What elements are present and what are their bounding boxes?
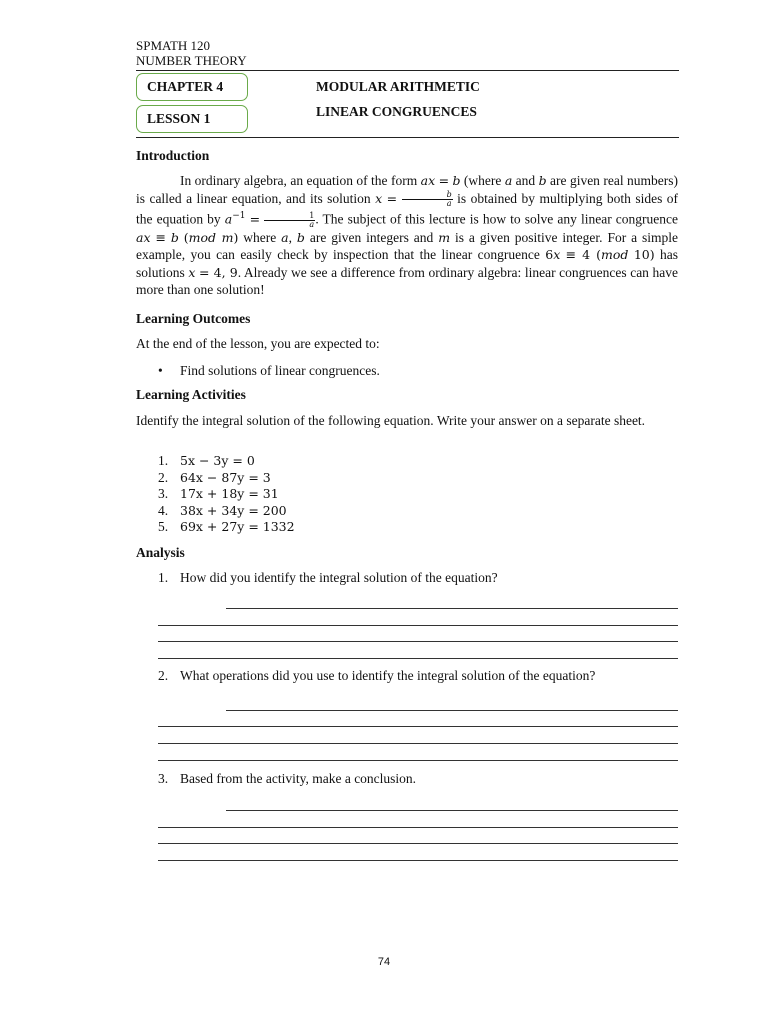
fraction-b-over-a: $\frac{b}{a}$ xyxy=(402,191,453,208)
answer-line[interactable] xyxy=(158,827,678,828)
outcomes-heading: Learning Outcomes xyxy=(136,311,251,326)
introduction-heading: Introduction xyxy=(136,148,210,163)
analysis-question-1: 1. How did you identify the integral solution of the equation? xyxy=(158,570,498,585)
answer-line[interactable] xyxy=(158,760,678,761)
chapter-label: CHAPTER 4 xyxy=(147,79,224,94)
page-number: 74 xyxy=(377,956,391,968)
answer-line[interactable] xyxy=(158,658,678,659)
analysis-question-3: 3. Based from the activity, make a conclusion. xyxy=(158,771,417,786)
introduction-paragraph: In ordinary algebra, an equation of the form ax = b (where a and b are given real numbers) is called a linear equation, and its solution x = $\frac{b}{a}$ is obtained by multiplying both sides of the equation by $a^{-1}$ = $\frac{1}{a}$ . The subject of this lecture is how to solve any linear congruence ax ≡ b (mod m) where a, b are given integers and m is a given positive integer. For a simple example, you can easily check by inspection that the linear congruence 6x ≡ 4 (mod 10) has solutions x = 4, 9. Already we see a difference from ordinary algebra: linear congruences can have more than one solution! xyxy=(136,173,679,298)
answer-line[interactable] xyxy=(158,860,678,861)
lesson-box xyxy=(136,105,248,133)
answer-line[interactable] xyxy=(158,743,678,744)
header-bottom-rule xyxy=(136,137,679,138)
analysis-heading: Analysis xyxy=(136,545,185,560)
course-header xyxy=(136,38,247,68)
equation-list xyxy=(158,453,295,536)
answer-line[interactable] xyxy=(226,810,678,811)
activities-instruction: Identify the integral solution of the following equation. Write your answer on a separate sheet. xyxy=(136,413,646,428)
course-name: NUMBER THEORY xyxy=(136,53,247,68)
chapter-box xyxy=(136,73,248,101)
analysis-question-2: 2. What operations did you use to identify the integral solution of the equation? xyxy=(158,668,596,683)
answer-line[interactable] xyxy=(158,625,678,626)
list-item: 5. 69x + 27y = 1332 xyxy=(158,519,295,535)
fraction-1-over-a: $\frac{1}{a}$ xyxy=(264,212,315,229)
outcomes-intro: At the end of the lesson, you are expected to: xyxy=(136,336,380,351)
activities-heading: Learning Activities xyxy=(136,387,246,402)
chapter-title: MODULAR ARITHMETIC xyxy=(316,79,480,94)
answer-line[interactable] xyxy=(226,608,678,609)
lesson-title: LINEAR CONGRUENCES xyxy=(316,104,477,119)
bullet-icon: • xyxy=(158,363,163,378)
answer-line[interactable] xyxy=(158,726,678,727)
lesson-label: LESSON 1 xyxy=(147,111,211,126)
answer-line[interactable] xyxy=(158,843,678,844)
list-item: 4. 38x + 34y = 200 xyxy=(158,502,287,518)
answer-line[interactable] xyxy=(158,641,678,642)
answer-line[interactable] xyxy=(226,710,678,711)
header-top-rule xyxy=(136,70,679,71)
list-item: 2. 64x − 87y = 3 xyxy=(158,469,271,485)
list-item: 1. 5x − 3y = 0 xyxy=(158,453,255,468)
outcomes-list xyxy=(158,363,380,379)
course-code: SPMATH 120 xyxy=(136,38,211,53)
list-item: 3. 17x + 18y = 31 xyxy=(158,486,279,502)
list-item: • Find solutions of linear congruences. xyxy=(158,363,380,378)
